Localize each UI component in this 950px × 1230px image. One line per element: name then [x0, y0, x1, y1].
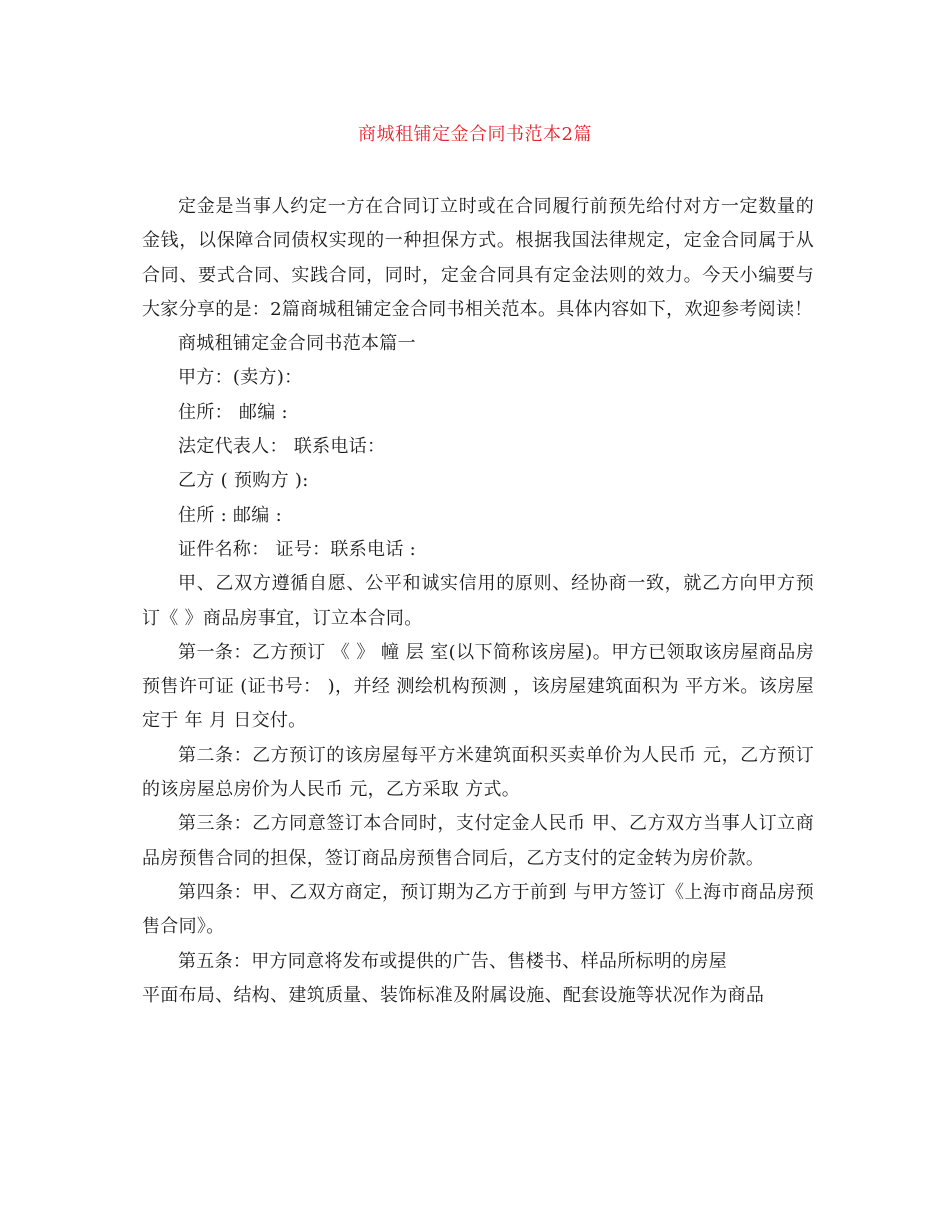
paragraph-article-3: 第三条：乙方同意签订本合同时，支付定金人民币 甲、乙方双方当事人订立商品房预售合同的担保，签订商品房预售合同后，乙方支付的定金转为房价款。 — [142, 813, 814, 869]
paragraph-section-heading: 商城租铺定金合同书范本篇一 — [178, 333, 416, 355]
paragraph-article-1: 第一条：乙方预订 《 》 幢 层 室(以下简称该房屋)。甲方已领取该房屋商品房预售许可证 (证书号： )，并经 测绘机构预测 ，该房屋建筑面积为 平方米。该房屋定于 年 月 日交付。 — [142, 641, 814, 732]
document-body — [142, 190, 814, 1013]
document-title: 商城租铺定金合同书范本2篇 — [358, 124, 592, 145]
paragraph-party-a-representative: 法定代表人： 联系电话： — [178, 436, 386, 458]
paragraph-preamble: 甲、乙双方遵循自愿、公平和诚实信用的原则、经协商一致，就乙方向甲方预订《 》商品房事宜，订立本合同。 — [142, 573, 814, 629]
paragraph-party-a-address: 住所： 邮编 : — [178, 401, 288, 423]
paragraph-article-5: 第五条：甲方同意将发布或提供的广告、售楼书、样品所标明的房屋 — [178, 950, 727, 972]
paragraph-article-5-continued: 平面布局、结构、建筑质量、装饰标准及附属设施、配套设施等状况作为商品 — [142, 984, 765, 1006]
paragraph-article-2: 第二条：乙方预订的该房屋每平方米建筑面积买卖单价为人民币 元，乙方预订的该房屋总房价为人民币 元，乙方采取 方式。 — [142, 744, 814, 801]
paragraph-party-b-address: 住所 : 邮编 : — [178, 504, 282, 526]
paragraph-party-a: 甲方：(卖方)： — [178, 367, 303, 389]
paragraph-party-b: 乙方 ( 预购方 ): — [178, 470, 309, 492]
paragraph-article-4: 第四条：甲、乙双方商定，预订期为乙方于前到 与甲方签订《上海市商品房预售合同》。 — [142, 881, 814, 938]
paragraph-intro: 定金是当事人约定一方在合同订立时或在合同履行前预先给付对方一定数量的金钱，以保障合同债权实现的一种担保方式。根据我国法律规定，定金合同属于从合同、要式合同、实践合同，同时，定金合同具有定金法则的效力。今天小编要与大家分享的是：2篇商城租铺定金合同书相关范本。具体内容如下，欢迎参考阅读！ — [142, 196, 814, 320]
paragraph-party-b-id: 证件名称： 证号：联系电话 : — [178, 538, 417, 560]
